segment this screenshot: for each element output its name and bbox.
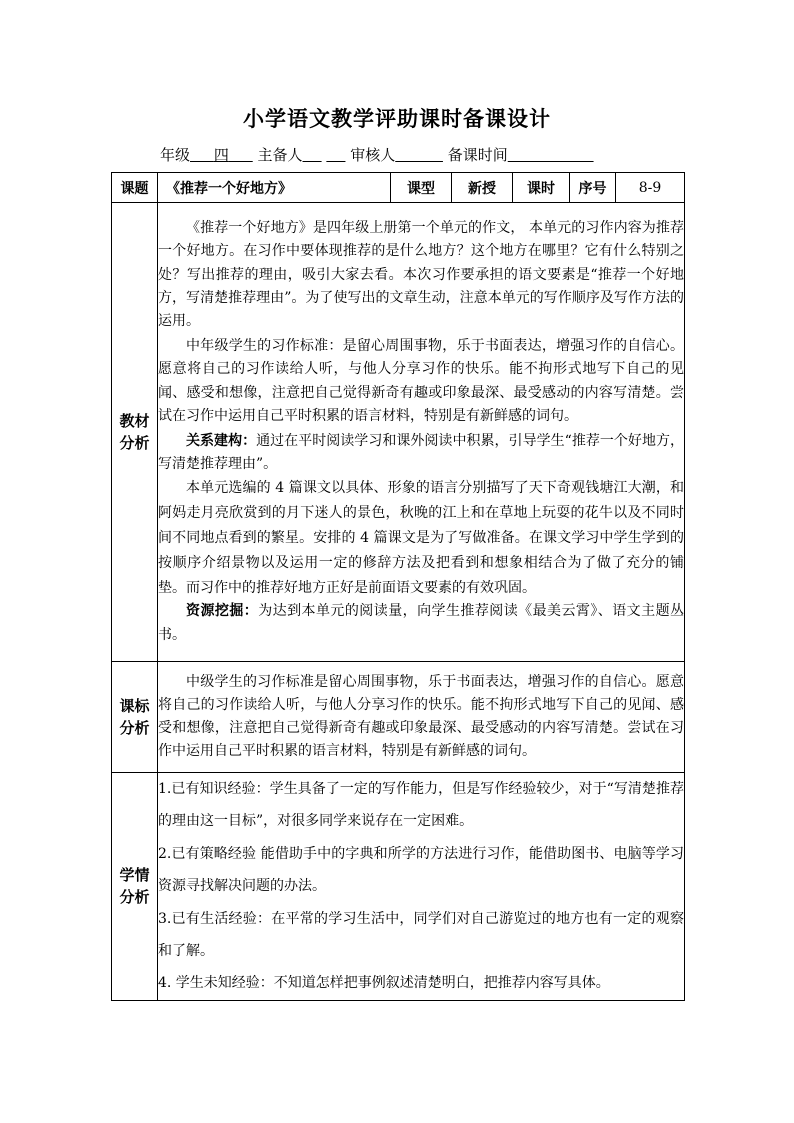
curriculum-label: 课标 分析: [112, 662, 158, 773]
textbook-para-3: 关系建构：通过在平时阅读学习和课外阅读中积累，引导学生“推荐一个好地方，写清楚推荐理由”。: [158, 433, 685, 473]
curriculum-row: [112, 662, 685, 773]
page-title: 小学语文教学评助课时备课设计: [243, 107, 551, 131]
textbook-label: 教材 分析: [112, 203, 158, 662]
topic-value: 《推荐一个好地方》: [158, 173, 391, 203]
lesson-plan-table: [111, 172, 685, 1001]
reviewer-label: 审核人: [350, 146, 396, 164]
type-value: 新授: [452, 173, 513, 203]
students-row: [112, 773, 685, 1001]
textbook-para-1: 《推荐一个好地方》是四年级上册第一个单元的作文， 本单元的习作内容为推荐一个好地方。在习作中要体现推荐的是什么地方？这个地方在哪里？它有什么特别之处？写出推荐的理由，吸引大家去看。本次习作要承担的语文要素是“推荐一个好地方，写清楚推荐理由”。为了使写出的文章生动，注意本单元的写作顺序及写作方法的运用。: [158, 220, 684, 329]
relation-heading: 关系建构：: [186, 433, 257, 450]
time-label: 备课时间: [447, 146, 508, 164]
grade-value[interactable]: 四: [213, 146, 229, 164]
students-item-2: 2.已有策略经验 能借助手中的字典和所学的方法进行习作，能借助图书、电脑等学习资源寻找解决问题的办法。: [158, 845, 684, 895]
resource-heading: 资源挖掘：: [186, 603, 259, 620]
seq-label: 序号: [570, 173, 616, 203]
preparer-field[interactable]: [303, 146, 322, 164]
header-row: [112, 173, 685, 203]
preparer-field-2[interactable]: [326, 146, 345, 164]
students-item-4: 4. 学生未知经验：不知道怎样把事例叙述清楚明白，把推荐内容写具体。: [158, 975, 610, 992]
type-label: 课型: [391, 173, 452, 203]
preparer-label: 主备人: [257, 146, 303, 164]
period-label: 课时: [513, 173, 570, 203]
meta-line: [160, 144, 594, 165]
reviewer-field[interactable]: [395, 146, 443, 164]
time-field[interactable]: [508, 146, 594, 164]
seq-value: 8-9: [616, 173, 685, 203]
textbook-para-5: 资源挖掘：为达到本单元的阅读量，向学生推荐阅读《最美云霄》、语文主题丛书。: [158, 603, 685, 643]
textbook-content: [158, 203, 685, 662]
textbook-para-4: 本单元选编的 4 篇课文以具体、形象的语言分别描写了天下奇观钱塘江大潮，和阿妈走月亮欣赏到的月下迷人的景色，秋晚的江上和在草地上玩耍的花牛以及不同时间不同地点看到的繁星。安排的 4 篇课文是为了写做准备。在课文学习中学生学到的按顺序介绍景物以及运用一定的修辞方法及把看到和想象相结合为了做了充分的铺垫。而习作中的推荐好地方正好是前面语文要素的有效巩固。: [158, 480, 684, 596]
students-item-1: 1.已有知识经验：学生具备了一定的写作能力，但是写作经验较少，对于“写清楚推荐的理由这一目标”，对很多同学来说存在一定困难。: [158, 781, 684, 830]
students-label: 学情 分析: [112, 773, 158, 1001]
curriculum-para: 中级学生的习作标准是留心周围事物，乐于书面表达，增强习作的自信心。愿意将自己的习作读给人听，与他人分享习作的快乐。能不拘形式地写下自己的见闻、感受和想像，注意把自己觉得新奇有趣或印象最深、最受感动的内容写清楚。尝试在习作中运用自己平时积累的语言材料，特别是有新鲜感的词句。: [158, 673, 684, 760]
textbook-row: [112, 203, 685, 662]
students-content: [158, 773, 685, 1001]
grade-label: 年级: [160, 146, 191, 164]
students-item-3: 3.已有生活经验：在平常的学习生活中，同学们对自己游览过的地方也有一定的观察和了解。: [158, 910, 684, 960]
textbook-para-2: 中年级学生的习作标准：是留心周围事物，乐于书面表达，增强习作的自信心。愿意将自己的习作读给人听，与他人分享习作的快乐。能不拘形式地写下自己的见闻、感受和想像，注意把自己觉得新奇有趣或印象最深、最受感动的内容写清楚。尝试在习作中运用自己平时积累的语言材料，特别是有新鲜感的词句。: [158, 338, 684, 424]
curriculum-content: [158, 662, 685, 773]
topic-label: 课题: [112, 173, 158, 203]
